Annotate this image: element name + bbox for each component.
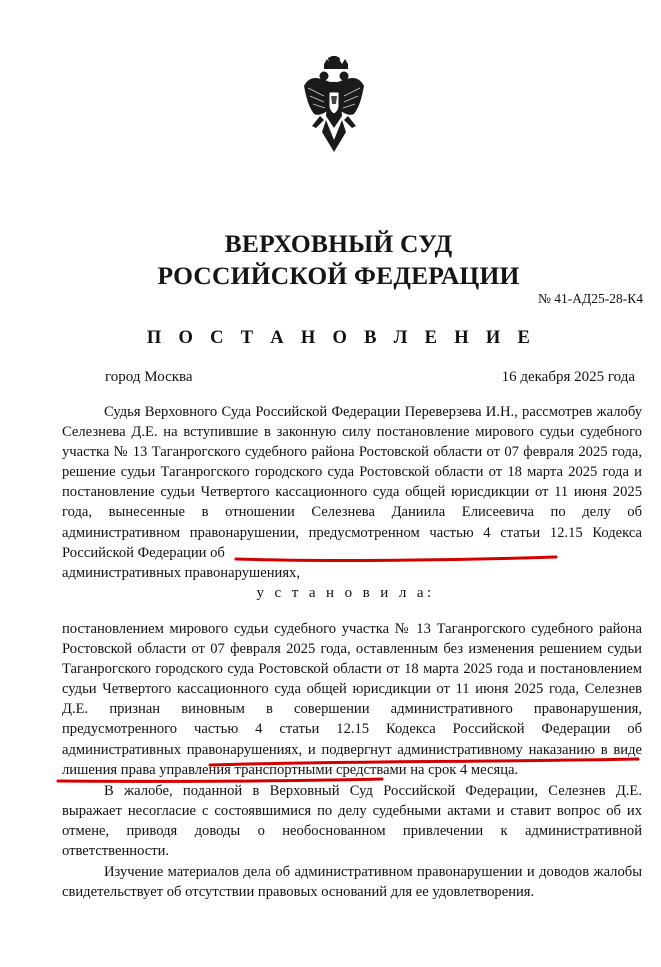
place-of-issue: город Москва: [105, 369, 193, 385]
court-name-line1: ВЕРХОВНЫЙ СУД: [224, 229, 453, 258]
coat-of-arms-icon: [302, 56, 366, 156]
paragraph-intro-tail: административных правонарушениях,: [62, 565, 300, 581]
paragraph-ruling: постановлением мирового судьи судебного участка № 13 Таганрогского судебного района Ростовской области от 07 февраля 2025 года, оставленным без изменения решением судьи Таганрогского городского суда Ростовской области от 18 марта 2025 года и постановлением судьи Четвертого кассационного суда общей юрисдикции от 11 июня 2025 года, Селезнев Д.Е. признан виновным в совершении административного правонарушения, предусмотренного частью 4 статьи 12.15 Кодекса Российской Федерации об административных правонарушениях, и подвергнут административному наказанию в виде лишения права управления транспортными средствами на срок 4 месяца.: [62, 621, 642, 778]
paragraph-intro: Судья Верховного Суда Российской Федерации Переверзева И.Н., рассмотрев жалобу Селезнева Д.Е. на вступившие в законную силу постановление мирового судьи судебного участка № 13 Таганрогского судебного района Ростовской области от 07 февраля 2025 года, решение судьи Таганрогского городского суда Ростовской области от 18 марта 2025 года и постановление судьи Четвертого кассационного суда общей юрисдикции от 11 июня 2025 года, вынесенные в отношении Селезнева Даниила Елисеевича по делу об административном правонарушении, предусмотренном частью 4 статьи 12.15 Кодекса Российской Федерации об: [62, 404, 642, 561]
court-name-line2: РОССИЙСКОЙ ФЕДЕРАЦИИ: [157, 261, 520, 290]
ruled-heading: у с т а н о в и л а:: [256, 585, 435, 601]
document-type-heading: П О С Т А Н О В Л Е Н И Е: [146, 328, 537, 348]
paragraph-complaint: В жалобе, поданной в Верховный Суд Российской Федерации, Селезнев Д.Е. выражает несогласие с состоявшимися по делу судебными актами и ставит вопрос об их отмене, приводя доводы о необоснованном привлечении к административной ответственности.: [62, 783, 642, 860]
paragraph-conclusion: Изучение материалов дела об административном правонарушении и доводов жалобы свидетельствует об отсутствии правовых оснований для ее удовлетворения.: [62, 864, 642, 901]
case-number: № 41-АД25-28-К4: [538, 291, 643, 306]
date-of-issue: 16 декабря 2025 года: [501, 369, 635, 385]
